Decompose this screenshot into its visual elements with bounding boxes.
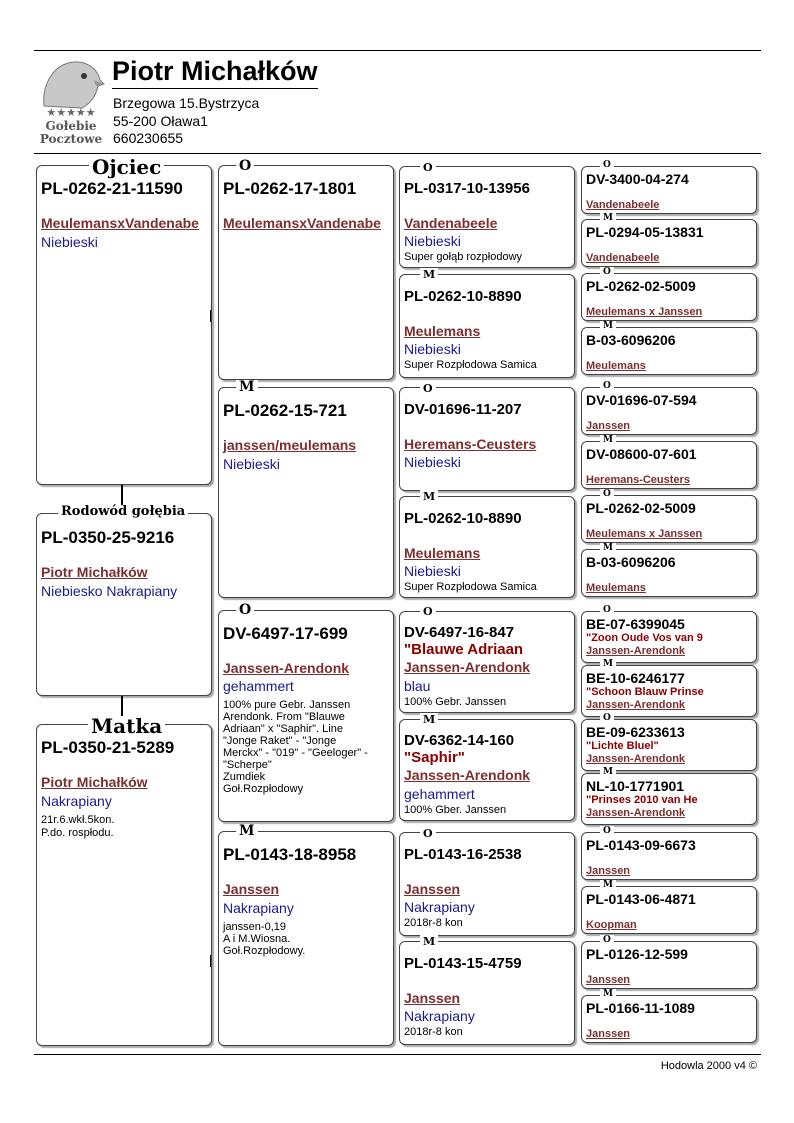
logo bbox=[36, 56, 106, 148]
g4-box bbox=[581, 611, 757, 663]
g4-ring: PL-0294-05-13831 bbox=[586, 224, 704, 240]
father-ring: PL-0262-21-11590 bbox=[41, 179, 183, 198]
g4-breed: Janssen bbox=[586, 865, 631, 877]
mmm-label: M bbox=[420, 935, 438, 949]
mff-breed: Janssen-Arendonk bbox=[404, 659, 531, 675]
mff-color: blau bbox=[404, 678, 431, 694]
g4-box bbox=[581, 719, 757, 771]
logo-text2: Pocztowe bbox=[39, 132, 103, 146]
fmm-color: Niebieski bbox=[404, 563, 461, 579]
g4-breed: Janssen-Arendonk bbox=[586, 807, 686, 819]
g4-name: "Schoon Blauw Prinse bbox=[586, 686, 704, 698]
g4-o-label: O bbox=[600, 935, 614, 945]
mmm-ring: PL-0143-15-4759 bbox=[404, 955, 522, 972]
tick-1 bbox=[210, 310, 211, 322]
g4-box bbox=[581, 665, 757, 717]
mfm-label: M bbox=[420, 713, 438, 727]
g4-o-label: O bbox=[600, 605, 614, 615]
g4-box bbox=[581, 273, 757, 321]
mff-box bbox=[399, 611, 575, 713]
g4-ring: BE-07-6399045 bbox=[586, 616, 685, 632]
fmf-color: Niebieski bbox=[404, 454, 461, 470]
top-rule bbox=[34, 50, 761, 51]
g4-ring: PL-0262-02-5009 bbox=[586, 278, 696, 294]
fff-breed: Vandenabeele bbox=[404, 215, 498, 231]
mf-note-7: Goł.Rozpłodowy bbox=[223, 783, 304, 795]
g4-breed: Janssen-Arendonk bbox=[586, 645, 686, 657]
father-color: Niebieski bbox=[41, 234, 98, 250]
g4-m-label: M bbox=[600, 321, 616, 331]
tick-2 bbox=[210, 955, 211, 967]
mother-color: Nakrapiany bbox=[41, 793, 112, 809]
fff-box bbox=[399, 166, 575, 268]
father-box bbox=[36, 165, 212, 485]
fmm-box bbox=[399, 496, 575, 598]
g4-name: "Prinses 2010 van He bbox=[586, 794, 698, 806]
mmm-box bbox=[399, 941, 575, 1045]
g4-breed: Heremans-Ceusters bbox=[586, 474, 690, 486]
fmm-label: M bbox=[420, 490, 438, 504]
mfm-box bbox=[399, 719, 575, 821]
g4-o-label: O bbox=[600, 713, 614, 723]
mm-breed: Janssen bbox=[223, 881, 280, 897]
mother-label: Matka bbox=[88, 716, 165, 736]
mother-note1: 21r.6.wkł.5kon. bbox=[41, 814, 115, 826]
g4-o-label: O bbox=[600, 267, 614, 277]
g4-box bbox=[581, 995, 757, 1043]
mf-ring: DV-6497-17-699 bbox=[223, 624, 348, 643]
g4-breed: Janssen bbox=[586, 974, 631, 986]
footer-text: Hodowla 2000 v4 © bbox=[660, 1060, 757, 1072]
g4-box bbox=[581, 327, 757, 375]
mfm-name: "Saphir" bbox=[404, 749, 465, 766]
mf-note-1: Arendonk. From "Blauwe bbox=[223, 711, 345, 723]
mf-color: gehammert bbox=[223, 678, 294, 694]
g4-ring: DV-3400-04-274 bbox=[586, 171, 689, 187]
logo-text1: Gołebie bbox=[45, 119, 97, 133]
fm-label: M bbox=[236, 380, 258, 394]
mf-note-4: Merckx" - "019" - "Geeloger" - bbox=[223, 747, 368, 759]
ff-label: O bbox=[236, 159, 254, 173]
g4-m-label: M bbox=[600, 767, 616, 777]
mmm-breed: Janssen bbox=[404, 990, 461, 1006]
g4-ring: PL-0143-09-6673 bbox=[586, 837, 696, 853]
pigeon-color: Niebiesko Nakrapiany bbox=[41, 583, 178, 599]
g4-breed: Koopman bbox=[586, 919, 637, 931]
fmf-breed: Heremans-Ceusters bbox=[404, 436, 537, 452]
mmm-note: 2018r-8 kon bbox=[404, 1026, 463, 1038]
mm-box bbox=[218, 831, 394, 1046]
g4-box bbox=[581, 549, 757, 597]
mmf-ring: PL-0143-16-2538 bbox=[404, 846, 522, 863]
fm-color: Niebieski bbox=[223, 456, 280, 472]
g4-m-label: M bbox=[600, 213, 616, 223]
g4-o-label: O bbox=[600, 160, 614, 170]
g4-name: "Lichte Bluel" bbox=[586, 740, 659, 752]
pigeon-breed: Piotr Michałków bbox=[41, 564, 148, 580]
g4-box bbox=[581, 773, 757, 825]
header-rule bbox=[34, 153, 761, 154]
g4-box bbox=[581, 387, 757, 435]
mmf-color: Nakrapiany bbox=[404, 899, 475, 915]
mf-note-3: "Jonge Raket" - "Jonge bbox=[223, 735, 337, 747]
mmf-note: 2018r-8 kon bbox=[404, 917, 463, 929]
g4-ring: PL-0262-02-5009 bbox=[586, 500, 696, 516]
g4-ring: PL-0143-06-4871 bbox=[586, 891, 696, 907]
fmm-breed: Meulemans bbox=[404, 545, 481, 561]
g4-ring: B-03-6096206 bbox=[586, 554, 676, 570]
mff-label: O bbox=[420, 605, 436, 619]
g4-box bbox=[581, 495, 757, 543]
g4-breed: Meulemans x Janssen bbox=[586, 528, 703, 540]
g4-ring: PL-0166-11-1089 bbox=[586, 1000, 695, 1016]
footer-rule bbox=[34, 1054, 761, 1055]
g4-box bbox=[581, 441, 757, 489]
address-line1: Brzegowa 15.Bystrzyca bbox=[113, 95, 260, 111]
mmm-color: Nakrapiany bbox=[404, 1008, 475, 1024]
mm-label: M bbox=[236, 824, 258, 838]
g4-ring: DV-08600-07-601 bbox=[586, 446, 697, 462]
g4-breed: Janssen-Arendonk bbox=[586, 699, 686, 711]
g4-ring: B-03-6096206 bbox=[586, 332, 676, 348]
g4-breed: Meulemans bbox=[586, 582, 646, 594]
g4-breed: Janssen-Arendonk bbox=[586, 753, 686, 765]
mfm-color: gehammert bbox=[404, 786, 475, 802]
mf-note-6: Zumdiek bbox=[223, 771, 266, 783]
g4-box bbox=[581, 832, 757, 880]
g4-ring: NL-10-1771901 bbox=[586, 778, 685, 794]
fmm-ring: PL-0262-10-8890 bbox=[404, 510, 522, 527]
mm-note-2: Goł.Rozpłodowy. bbox=[223, 945, 306, 957]
g4-box bbox=[581, 219, 757, 267]
mother-note2: P.do. rospłodu. bbox=[41, 827, 114, 839]
address-line2: 55-200 Oława1 bbox=[113, 113, 208, 129]
mff-name: "Blauwe Adriaan bbox=[404, 641, 524, 658]
g4-o-label: O bbox=[600, 489, 614, 499]
g4-ring: PL-0126-12-599 bbox=[586, 946, 688, 962]
mff-note: 100% Gebr. Janssen bbox=[404, 696, 507, 708]
g4-m-label: M bbox=[600, 989, 616, 999]
phone: 660230655 bbox=[113, 130, 184, 146]
mother-box bbox=[36, 724, 212, 1046]
fmf-ring: DV-01696-11-207 bbox=[404, 401, 522, 418]
g4-breed: Meulemans x Janssen bbox=[586, 306, 703, 318]
mmf-box bbox=[399, 832, 575, 936]
fmf-box bbox=[399, 387, 575, 491]
ffm-note: Super Rozpłodowa Samica bbox=[404, 359, 537, 371]
pigeon-label: Rodowód gołębia bbox=[58, 505, 188, 519]
g4-name: "Zoon Oude Vos van 9 bbox=[586, 632, 703, 644]
fm-ring: PL-0262-15-721 bbox=[223, 401, 347, 420]
mmf-breed: Janssen bbox=[404, 881, 461, 897]
mff-ring: DV-6497-16-847 bbox=[404, 624, 515, 641]
g4-breed: Janssen bbox=[586, 1028, 631, 1040]
mfm-ring: DV-6362-14-160 bbox=[404, 732, 515, 749]
ffm-ring: PL-0262-10-8890 bbox=[404, 288, 522, 305]
owner-name: Piotr Michałków bbox=[112, 56, 318, 89]
fff-color: Niebieski bbox=[404, 233, 461, 249]
g4-box bbox=[581, 166, 757, 214]
mf-breed: Janssen-Arendonk bbox=[223, 660, 350, 676]
fmm-note: Super Rozpłodowa Samica bbox=[404, 581, 537, 593]
fff-note: Super gołąb rozpłodowy bbox=[404, 251, 523, 263]
g4-breed: Janssen bbox=[586, 420, 631, 432]
fm-breed: janssen/meulemans bbox=[223, 437, 357, 453]
g4-breed: Meulemans bbox=[586, 360, 646, 372]
father-breed: MeulemansxVandenabe bbox=[41, 215, 199, 231]
g4-box bbox=[581, 941, 757, 989]
fff-label: O bbox=[420, 161, 436, 175]
ffm-box bbox=[399, 274, 575, 378]
pigeon-box bbox=[36, 513, 212, 696]
ffm-label: M bbox=[420, 268, 438, 282]
ff-ring: PL-0262-17-1801 bbox=[223, 179, 357, 198]
mother-ring: PL-0350-21-5289 bbox=[41, 738, 175, 757]
mother-breed: Piotr Michałków bbox=[41, 774, 148, 790]
logo-stars: ★★★★★ bbox=[46, 107, 96, 119]
g4-m-label: M bbox=[600, 880, 616, 890]
g4-ring: BE-09-6233613 bbox=[586, 724, 685, 740]
mm-note-0: janssen-0,19 bbox=[223, 921, 286, 933]
g4-box bbox=[581, 886, 757, 934]
g4-breed: Vandenabeele bbox=[586, 199, 660, 211]
g4-ring: BE-10-6246177 bbox=[586, 670, 685, 686]
g4-o-label: O bbox=[600, 381, 614, 391]
mf-box bbox=[218, 610, 394, 822]
g4-m-label: M bbox=[600, 659, 616, 669]
father-label: Ojciec bbox=[89, 157, 164, 177]
ffm-breed: Meulemans bbox=[404, 323, 481, 339]
mfm-breed: Janssen-Arendonk bbox=[404, 767, 531, 783]
mmf-label: O bbox=[420, 827, 436, 841]
g4-m-label: M bbox=[600, 543, 616, 553]
ffm-color: Niebieski bbox=[404, 341, 461, 357]
ff-breed: MeulemansxVandenabe bbox=[223, 215, 381, 231]
mfm-note: 100% Gber. Janssen bbox=[404, 804, 507, 816]
g4-ring: DV-01696-07-594 bbox=[586, 392, 697, 408]
g4-o-label: O bbox=[600, 826, 614, 836]
pigeon-ring: PL-0350-25-9216 bbox=[41, 528, 175, 547]
g4-breed: Vandenabeele bbox=[586, 252, 660, 264]
fff-ring: PL-0317-10-13956 bbox=[404, 180, 530, 197]
mm-note-1: A i M.Wiosna. bbox=[223, 933, 291, 945]
mf-label: O bbox=[236, 603, 254, 617]
mf-note-5: "Scherpe" bbox=[223, 759, 272, 771]
fmf-label: O bbox=[420, 382, 436, 396]
mf-note-2: Adriaan" x "Saphir". Line bbox=[223, 723, 343, 735]
g4-m-label: M bbox=[600, 435, 616, 445]
fm-box bbox=[218, 387, 394, 598]
ff-box bbox=[218, 165, 394, 380]
mm-ring: PL-0143-18-8958 bbox=[223, 845, 357, 864]
mf-note-0: 100% pure Gebr. Janssen bbox=[223, 699, 351, 711]
mm-color: Nakrapiany bbox=[223, 900, 294, 916]
